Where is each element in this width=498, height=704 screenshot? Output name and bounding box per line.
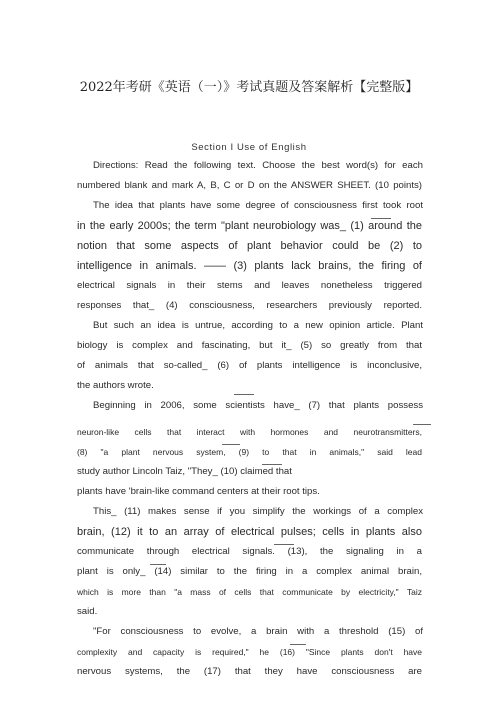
paragraph-line: notion that some aspects of plant behavior could be (2) to [77, 240, 422, 252]
document-title: 2022年考研《英语（一）》考试真题及答案解析【完整版】 [79, 80, 419, 95]
answer-blank-line [222, 444, 240, 445]
section-heading: Section I Use of English [191, 142, 307, 153]
answer-blank-line [150, 564, 166, 565]
paragraph-line: plants have 'brain-like command centers at their root tips. [77, 486, 320, 497]
paragraph-line: But such an idea is untrue, according to a new opinion article. Plant [93, 320, 423, 331]
paragraph-line: Directions: Read the following text. Choose the best word(s) for each [93, 160, 423, 171]
answer-blank-line [371, 218, 391, 219]
paragraph-line: the authors wrote. [77, 380, 154, 391]
paragraph-line: (8) "a plant nervous system, (9) to that in animals," said lead [77, 447, 422, 457]
paragraph-line: of animals that so-called_ (6) of plants intelligence is inconclusive, [77, 360, 422, 371]
paragraph-line: in the early 2000s; the term "plant neurobiology was_ (1) around the [77, 220, 422, 232]
paragraph-line: brain, (12) it to an array of electrical pulses; cells in plants also [77, 526, 422, 538]
paragraph-line: neuron-like cells that interact with hormones and neurotransmitters, [77, 427, 422, 437]
paragraph-line: which is more than "a mass of cells that communicate by electricity," Taiz [77, 587, 422, 597]
answer-blank-line [274, 544, 294, 545]
paragraph-line: biology is complex and fascinating, but it_ (5) so greatly from that [77, 340, 422, 351]
paragraph-line: This_ (11) makes sense if you simplify the workings of a complex [93, 506, 423, 517]
paragraph-line: said. [77, 606, 98, 617]
paragraph-line: intelligence in animals. —— (3) plants lack brains, the firing of [77, 260, 422, 272]
paragraph-line: Beginning in 2006, some scientists have_ (7) that plants possess [93, 400, 423, 411]
answer-blank-line [234, 394, 254, 395]
paragraph-line: electrical signals in their stems and leaves nonetheless triggered [77, 280, 422, 291]
paragraph-line: study author Lincoln Taiz, "They_ (10) claimed that [77, 466, 292, 477]
answer-blank-line [290, 644, 306, 645]
paragraph-line: The idea that plants have some degree of consciousness first took root [93, 200, 423, 211]
answer-blank-line [413, 424, 431, 425]
paragraph-line: nervous systems, the (17) that they have consciousness are [77, 666, 422, 677]
paragraph-line: "For consciousness to evolve, a brain with a threshold (15) of [93, 626, 423, 637]
paragraph-line: communicate through electrical signals. (13), the signaling in a [77, 546, 422, 557]
paragraph-line: complexity and capacity is required," he (16) "Since plants don't have [77, 647, 422, 657]
paragraph-line: numbered blank and mark A, B, C or D on the ANSWER SHEET. (10 points) [77, 180, 422, 191]
paragraph-line: responses that_ (4) consciousness, researchers previously reported. [77, 300, 422, 311]
answer-blank-line [262, 464, 282, 465]
paragraph-line: plant is only_ (14) similar to the firing in a complex animal brain, [77, 566, 422, 577]
